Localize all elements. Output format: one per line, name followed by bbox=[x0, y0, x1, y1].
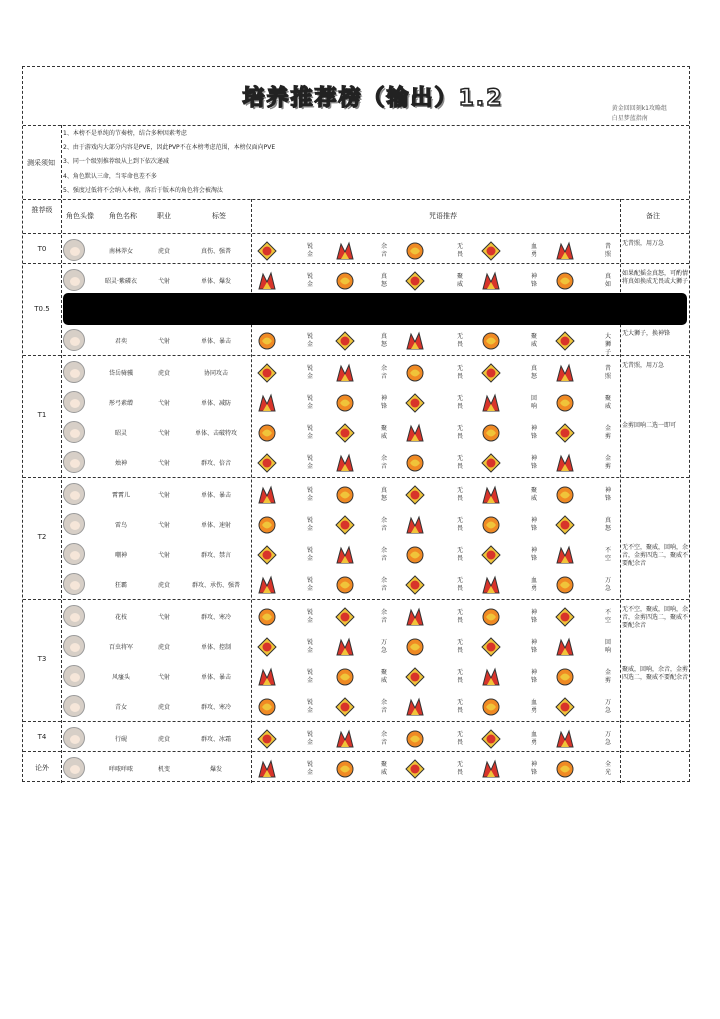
character-tags: 爆发 bbox=[209, 766, 222, 773]
equip-name: 真怒 bbox=[604, 517, 611, 532]
equip-name: 锐金 bbox=[306, 639, 313, 654]
equip-name: 余音 bbox=[380, 577, 387, 592]
equip-icon bbox=[553, 270, 577, 292]
equip-name: 血勇 bbox=[530, 699, 537, 714]
equip-icon bbox=[479, 514, 503, 536]
equip-name: 无畏 bbox=[456, 639, 463, 654]
notes-list bbox=[63, 127, 275, 198]
equip-icon bbox=[479, 666, 503, 688]
character-job: 虎贲 bbox=[157, 704, 170, 711]
equip-name: 锐金 bbox=[306, 395, 313, 410]
equip-name: 无畏 bbox=[456, 395, 463, 410]
equip-name: 血勇 bbox=[530, 577, 537, 592]
equip-icon bbox=[479, 758, 503, 780]
equip-icon bbox=[479, 606, 503, 628]
equip-icon bbox=[403, 758, 427, 780]
equip-icon bbox=[255, 392, 279, 414]
character-avatar bbox=[63, 635, 85, 657]
character-avatar bbox=[63, 757, 85, 779]
equip-name: 余音 bbox=[380, 517, 387, 532]
equip-name: 昔照 bbox=[604, 365, 611, 380]
character-name: 青女 bbox=[114, 704, 127, 711]
character-job: 弋射 bbox=[157, 338, 170, 345]
character-tags: 群攻、禁言 bbox=[200, 552, 231, 559]
equip-name: 聚威 bbox=[530, 333, 537, 348]
row-remark: 无昔照，用万急 bbox=[622, 240, 665, 247]
equip-name: 无畏 bbox=[456, 333, 463, 348]
character-name: 烛神 bbox=[114, 460, 127, 467]
equip-icon bbox=[403, 728, 427, 750]
tier-label: 论外 bbox=[35, 764, 49, 772]
character-job: 弋射 bbox=[157, 614, 170, 621]
equip-icon bbox=[333, 574, 357, 596]
redaction-bar bbox=[63, 293, 687, 325]
equip-name: 无畏 bbox=[456, 547, 463, 562]
equip-name: 锐金 bbox=[306, 425, 313, 440]
equip-icon bbox=[403, 636, 427, 658]
note-item: 1、本榜不是单纯的节奏榜，结合多种因素考虑 bbox=[63, 130, 187, 137]
equip-name: 余音 bbox=[380, 547, 387, 562]
equip-icon bbox=[553, 484, 577, 506]
header-tag: 标签 bbox=[212, 212, 226, 220]
character-job: 虎贲 bbox=[157, 644, 170, 651]
character-tags: 单体、控制 bbox=[200, 644, 231, 651]
character-avatar bbox=[63, 665, 85, 687]
character-avatar bbox=[63, 513, 85, 535]
character-name: 风瘙头 bbox=[111, 674, 130, 681]
equip-icon bbox=[479, 574, 503, 596]
character-job: 弋射 bbox=[157, 522, 170, 529]
equip-name: 锐金 bbox=[306, 669, 313, 684]
equip-icon bbox=[553, 452, 577, 474]
equip-name: 大狮子 bbox=[604, 333, 611, 356]
character-job: 弋射 bbox=[157, 430, 170, 437]
equip-name: 余音 bbox=[380, 609, 387, 624]
character-job: 弋射 bbox=[157, 460, 170, 467]
row-remark: 聚威，回响，余音，金剪四选二，聚威不要配余音 bbox=[622, 666, 689, 681]
equip-name: 无畏 bbox=[456, 243, 463, 258]
equip-icon bbox=[403, 544, 427, 566]
character-tags: 单体、击破特攻 bbox=[194, 430, 237, 437]
equip-name: 锐金 bbox=[306, 517, 313, 532]
character-tags: 群攻、冰霜 bbox=[200, 736, 231, 743]
note-item: 4、角色默认三命，当零命也差不多 bbox=[63, 172, 157, 180]
character-name: 霄霄儿 bbox=[111, 492, 130, 499]
equip-name: 真怒 bbox=[380, 273, 387, 288]
equip-icon bbox=[479, 452, 503, 474]
header-avatar: 角色头像 bbox=[66, 212, 94, 220]
character-avatar bbox=[63, 361, 85, 383]
equip-icon bbox=[255, 666, 279, 688]
equip-icon bbox=[479, 636, 503, 658]
character-avatar bbox=[63, 239, 85, 261]
equip-icon bbox=[255, 606, 279, 628]
equip-name: 聚威 bbox=[380, 425, 387, 440]
character-job: 虎贲 bbox=[157, 582, 170, 589]
equip-icon bbox=[403, 422, 427, 444]
equip-icon bbox=[255, 696, 279, 718]
equip-icon bbox=[553, 728, 577, 750]
equip-name: 真怒 bbox=[380, 333, 387, 348]
character-tags: 单体、暴击 bbox=[200, 492, 231, 499]
row-remark: 无不空，聚威，回响，余音，金剪四选二，聚威不要配余音 bbox=[622, 544, 689, 567]
character-tags: 群攻、承伤、强普 bbox=[191, 582, 240, 589]
equip-icon bbox=[553, 422, 577, 444]
equip-icon bbox=[333, 666, 357, 688]
character-tags: 群攻、寒冷 bbox=[200, 704, 231, 711]
equip-name: 金剪 bbox=[604, 425, 611, 440]
note-item: 3、同一个级别推荐级从上到下依次递减 bbox=[63, 158, 169, 166]
equip-name: 锐金 bbox=[306, 487, 313, 502]
equip-icon bbox=[403, 666, 427, 688]
equip-name: 余音 bbox=[380, 455, 387, 470]
tier-label: T0.5 bbox=[34, 305, 50, 313]
equip-name: 昔照 bbox=[604, 243, 611, 258]
character-tags: 群攻、倍音 bbox=[200, 460, 231, 467]
equip-name: 神锋 bbox=[530, 455, 537, 470]
equip-icon bbox=[255, 544, 279, 566]
equip-icon bbox=[333, 452, 357, 474]
equip-name: 万急 bbox=[604, 731, 611, 746]
equip-icon bbox=[255, 270, 279, 292]
character-job: 虎贲 bbox=[157, 370, 170, 377]
equip-icon bbox=[553, 574, 577, 596]
equip-icon bbox=[553, 330, 577, 352]
equip-icon bbox=[403, 392, 427, 414]
character-name: 嘲神 bbox=[114, 552, 127, 559]
character-avatar bbox=[63, 605, 85, 627]
equip-icon bbox=[553, 606, 577, 628]
equip-icon bbox=[403, 330, 427, 352]
equip-name: 聚威 bbox=[530, 487, 537, 502]
equip-name: 聚威 bbox=[456, 273, 463, 288]
equip-icon bbox=[255, 422, 279, 444]
equip-name: 血勇 bbox=[530, 243, 537, 258]
equip-name: 锐金 bbox=[306, 761, 313, 776]
equip-name: 金剪 bbox=[604, 455, 611, 470]
character-avatar bbox=[63, 391, 85, 413]
equip-name: 神锋 bbox=[530, 639, 537, 654]
equip-name: 万急 bbox=[604, 699, 611, 714]
equip-name: 无畏 bbox=[456, 455, 463, 470]
equip-icon bbox=[479, 240, 503, 262]
header-tier: 推荐级 bbox=[31, 206, 53, 214]
character-avatar bbox=[63, 727, 85, 749]
equip-name: 神锋 bbox=[530, 547, 537, 562]
equip-name: 无畏 bbox=[456, 577, 463, 592]
character-tags: 单体、减防 bbox=[200, 400, 231, 407]
equip-icon bbox=[333, 696, 357, 718]
character-tags: 单体、爆发 bbox=[200, 278, 231, 285]
row-remark: 无不空，聚威，回响，余音，金剪四选二，聚威不要配余音 bbox=[622, 606, 689, 629]
character-name: 彤弓素缯 bbox=[108, 400, 133, 407]
equip-icon bbox=[553, 392, 577, 414]
note-item: 2、由于游戏内大部分内容是PVE，因此PVP不在本榜考虑范围，本榜仅面向PVE bbox=[63, 144, 276, 152]
equip-name: 真怒 bbox=[380, 487, 387, 502]
character-name: 咩哝咩哝 bbox=[108, 766, 133, 773]
equip-icon bbox=[333, 606, 357, 628]
character-name: 雷鸟 bbox=[114, 522, 127, 529]
character-job: 弋射 bbox=[157, 278, 170, 285]
equip-icon bbox=[333, 362, 357, 384]
equip-icon bbox=[333, 636, 357, 658]
equip-name: 无畏 bbox=[456, 699, 463, 714]
equip-name: 余音 bbox=[380, 699, 387, 714]
character-name: 昭灵 bbox=[114, 430, 127, 437]
equip-name: 神锋 bbox=[380, 395, 387, 410]
character-avatar bbox=[63, 269, 85, 291]
equip-icon bbox=[479, 362, 503, 384]
equip-name: 万急 bbox=[604, 577, 611, 592]
page-title: 培养推荐榜（输出）1.2 bbox=[242, 86, 504, 111]
equip-icon bbox=[403, 696, 427, 718]
equip-name: 无畏 bbox=[456, 761, 463, 776]
equip-icon bbox=[479, 330, 503, 352]
character-name: 百虫将军 bbox=[108, 644, 133, 651]
equip-name: 神锋 bbox=[530, 761, 537, 776]
character-name: 花枝 bbox=[114, 614, 127, 621]
equip-name: 神锋 bbox=[530, 517, 537, 532]
equip-name: 聚威 bbox=[604, 395, 611, 410]
equip-name: 神锋 bbox=[530, 609, 537, 624]
character-avatar bbox=[63, 483, 85, 505]
equip-name: 无畏 bbox=[456, 731, 463, 746]
character-avatar bbox=[63, 695, 85, 717]
equip-icon bbox=[333, 514, 357, 536]
equip-icon bbox=[333, 240, 357, 262]
character-job: 弋射 bbox=[157, 674, 170, 681]
equip-icon bbox=[403, 240, 427, 262]
equip-name: 无畏 bbox=[456, 487, 463, 502]
equip-name: 聚威 bbox=[380, 761, 387, 776]
equip-icon bbox=[553, 544, 577, 566]
tier-label: T2 bbox=[37, 533, 47, 541]
equip-icon bbox=[333, 484, 357, 506]
equip-icon bbox=[333, 392, 357, 414]
equip-icon bbox=[333, 728, 357, 750]
equip-icon bbox=[553, 696, 577, 718]
character-avatar bbox=[63, 421, 85, 443]
equip-icon bbox=[333, 758, 357, 780]
character-name: 岱岳骑骥 bbox=[108, 370, 133, 377]
equip-icon bbox=[479, 696, 503, 718]
equip-name: 锐金 bbox=[306, 365, 313, 380]
equip-icon bbox=[403, 270, 427, 292]
equip-name: 不空 bbox=[604, 609, 611, 624]
equip-name: 神锋 bbox=[530, 425, 537, 440]
tier-label: T3 bbox=[37, 655, 47, 663]
equip-name: 万急 bbox=[380, 639, 387, 654]
equip-name: 回响 bbox=[604, 639, 611, 654]
equip-icon bbox=[553, 240, 577, 262]
character-tags: 协同攻击 bbox=[203, 370, 228, 377]
character-job: 机变 bbox=[157, 766, 170, 773]
equip-name: 锐金 bbox=[306, 731, 313, 746]
character-tags: 真伤、强普 bbox=[200, 248, 231, 255]
equip-name: 真怒 bbox=[530, 365, 537, 380]
character-name: 行砚 bbox=[114, 736, 127, 743]
equip-icon bbox=[403, 452, 427, 474]
equip-icon bbox=[479, 422, 503, 444]
tier-label: T4 bbox=[37, 733, 47, 741]
equip-name: 锐金 bbox=[306, 455, 313, 470]
equip-name: 余音 bbox=[380, 365, 387, 380]
equip-name: 无畏 bbox=[456, 517, 463, 532]
equip-icon bbox=[479, 544, 503, 566]
equip-icon bbox=[553, 514, 577, 536]
ranking-sheet bbox=[22, 66, 690, 782]
equip-icon bbox=[403, 514, 427, 536]
equip-icon bbox=[403, 362, 427, 384]
row-remark: 如果配摇金真怒，可酌情将真如换成无畏或大狮子 bbox=[622, 270, 689, 285]
character-tags: 单体、暴击 bbox=[200, 674, 231, 681]
equip-icon bbox=[403, 484, 427, 506]
equip-name: 神锋 bbox=[530, 273, 537, 288]
equip-icon bbox=[479, 484, 503, 506]
equip-name: 血勇 bbox=[530, 731, 537, 746]
author-credit: 黄金回回刻k1攻略组 白星梦蓝指南 bbox=[611, 105, 667, 122]
equip-icon bbox=[479, 392, 503, 414]
equip-name: 锐金 bbox=[306, 333, 313, 348]
character-tags: 单体、暴击 bbox=[200, 338, 231, 345]
character-avatar bbox=[63, 329, 85, 351]
character-avatar bbox=[63, 543, 85, 565]
equip-name: 锐金 bbox=[306, 609, 313, 624]
character-job: 弋射 bbox=[157, 400, 170, 407]
header-equip: 咒语推荐 bbox=[429, 212, 457, 220]
equip-icon bbox=[553, 758, 577, 780]
header-job: 职业 bbox=[157, 212, 171, 220]
equip-name: 神锋 bbox=[604, 487, 611, 502]
equip-name: 余音 bbox=[380, 731, 387, 746]
equip-name: 无畏 bbox=[456, 365, 463, 380]
equip-name: 不空 bbox=[604, 547, 611, 562]
equip-name: 真如 bbox=[604, 273, 611, 288]
equip-icon bbox=[255, 728, 279, 750]
equip-icon bbox=[333, 544, 357, 566]
character-avatar bbox=[63, 573, 85, 595]
equip-icon bbox=[255, 362, 279, 384]
equip-icon bbox=[255, 330, 279, 352]
equip-icon bbox=[403, 606, 427, 628]
character-job: 虎贲 bbox=[157, 248, 170, 255]
equip-name: 锐金 bbox=[306, 699, 313, 714]
character-name: 君奕 bbox=[114, 338, 127, 345]
equip-icon bbox=[255, 636, 279, 658]
equip-icon bbox=[255, 758, 279, 780]
equip-name: 锐金 bbox=[306, 547, 313, 562]
equip-icon bbox=[333, 270, 357, 292]
equip-name: 回响 bbox=[530, 395, 537, 410]
character-job: 弋射 bbox=[157, 552, 170, 559]
equip-icon bbox=[255, 452, 279, 474]
row-remark: 金剪回响二选一即可 bbox=[622, 422, 677, 429]
equip-name: 锐金 bbox=[306, 577, 313, 592]
row-remark: 无大狮子，换神锋 bbox=[622, 330, 671, 337]
note-item: 5、强度过低将不会纳入本榜，落后于版本的角色将会被淘汰 bbox=[63, 186, 223, 194]
row-remark: 无昔照，用万急 bbox=[622, 362, 665, 369]
equip-name: 锐金 bbox=[306, 273, 313, 288]
equip-icon bbox=[553, 666, 577, 688]
equip-icon bbox=[255, 514, 279, 536]
equip-name: 余音 bbox=[380, 243, 387, 258]
character-avatar bbox=[63, 451, 85, 473]
equip-name: 无畏 bbox=[456, 425, 463, 440]
header-name: 角色名称 bbox=[109, 212, 137, 220]
tier-label: T0 bbox=[37, 245, 47, 253]
equip-icon bbox=[553, 362, 577, 384]
equip-name: 金剪 bbox=[604, 669, 611, 684]
equip-name: 锐金 bbox=[306, 243, 313, 258]
notes-label: 测采须知 bbox=[27, 159, 55, 167]
equip-name: 无畏 bbox=[456, 669, 463, 684]
character-name: 狂霸 bbox=[114, 582, 127, 589]
character-name: 昭灵·紫磷衣 bbox=[105, 278, 137, 285]
equip-name: 无畏 bbox=[456, 609, 463, 624]
equip-name: 全光 bbox=[604, 761, 611, 776]
equip-icon bbox=[255, 574, 279, 596]
equip-icon bbox=[255, 240, 279, 262]
header-remark: 备注 bbox=[646, 212, 660, 220]
character-name: 南林莽女 bbox=[108, 248, 133, 255]
character-job: 弋射 bbox=[157, 492, 170, 499]
character-tags: 单体、速射 bbox=[200, 522, 231, 529]
equip-name: 聚威 bbox=[380, 669, 387, 684]
equip-icon bbox=[255, 484, 279, 506]
equip-name: 神锋 bbox=[530, 669, 537, 684]
character-tags: 群攻、寒冷 bbox=[200, 614, 231, 621]
equip-icon bbox=[333, 422, 357, 444]
equip-icon bbox=[479, 728, 503, 750]
equip-icon bbox=[333, 330, 357, 352]
tier-label: T1 bbox=[37, 411, 47, 419]
equip-icon bbox=[403, 574, 427, 596]
equip-icon bbox=[553, 636, 577, 658]
character-job: 虎贲 bbox=[157, 736, 170, 743]
equip-icon bbox=[479, 270, 503, 292]
